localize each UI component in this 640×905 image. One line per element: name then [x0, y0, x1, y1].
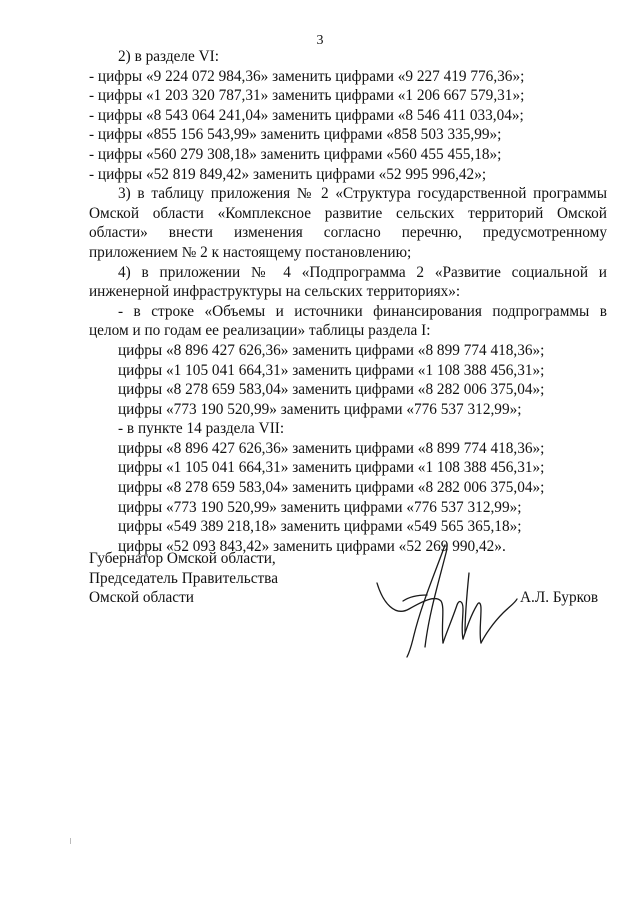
- signatory-title-line: Губернатор Омской области,: [89, 550, 276, 567]
- section-vi-line: - цифры «52 819 849,42» заменить цифрами «52 995 996,42»;: [89, 165, 487, 183]
- section-vi-line: - цифры «9 224 072 984,36» заменить цифрами «9 227 419 776,36»;: [89, 67, 525, 85]
- section-vi-line: - цифры «560 279 308,18» заменить цифрами «560 455 455,18»;: [89, 145, 502, 163]
- signatory-title-line: Омской области: [89, 589, 194, 607]
- item3-line: области» внести изменения согласно перечню, предусмотренному: [89, 224, 607, 242]
- signature-block: [89, 549, 607, 608]
- item4-sub2-item: цифры «1 105 041 664,31» заменить цифрами «1 108 388 456,31»;: [118, 459, 545, 477]
- item4-sub1-item: цифры «8 278 659 583,04» заменить цифрами «8 282 006 375,04»;: [118, 381, 545, 399]
- item3-line: 3) в таблицу приложения № 2 «Структура государственной программы: [118, 185, 607, 203]
- item3-line: Омской области «Комплексное развитие сельских территорий Омской: [89, 204, 607, 222]
- item4-sub2-item: цифры «8 896 427 626,36» заменить цифрами «8 899 774 418,36»;: [118, 439, 545, 457]
- section-vi-line: - цифры «1 203 320 787,31» заменить цифрами «1 206 667 579,31»;: [89, 87, 525, 105]
- section-vi-line: - цифры «8 543 064 241,04» заменить цифрами «8 546 411 033,04»;: [89, 106, 524, 124]
- item4-line: инженерной инфраструктуры на сельских территориях»:: [89, 283, 461, 301]
- item3-line: приложением № 2 к настоящему постановлению;: [89, 243, 412, 261]
- signatory-title-line: Председатель Правительства: [89, 569, 278, 587]
- section-vi-line: - цифры «855 156 543,99» заменить цифрами «858 503 335,99»;: [89, 126, 502, 144]
- item4-sub2-item: цифры «773 190 520,99» заменить цифрами «776 537 312,99»;: [118, 498, 522, 516]
- item4-sub2-item: цифры «8 278 659 583,04» заменить цифрами «8 282 006 375,04»;: [118, 479, 545, 497]
- item4-sub1-line: - в строке «Объемы и источники финансирования подпрограммы в: [118, 302, 607, 320]
- handwritten-signature: [369, 543, 519, 663]
- item4-line: 4) в приложении № 4 «Подпрограмма 2 «Развитие социальной и: [118, 263, 607, 281]
- item4-sub2-item: цифры «52 093 843,42» заменить цифрами «52 269 990,42».: [118, 537, 506, 555]
- item4-sub2-heading: - в пункте 14 раздела VII:: [118, 420, 285, 438]
- document-body: [89, 47, 607, 556]
- signatory-name: А.Л. Бурков: [520, 589, 599, 606]
- page-number: 3: [316, 33, 324, 48]
- margin-mark: [70, 838, 71, 844]
- item4-sub1-item: цифры «8 896 427 626,36» заменить цифрами «8 899 774 418,36»;: [118, 341, 545, 359]
- section-vi-heading: 2) в разделе VI:: [118, 48, 220, 65]
- item4-sub1-line: целом и по годам ее реализации» таблицы раздела I:: [89, 322, 431, 340]
- item4-sub1-item: цифры «773 190 520,99» заменить цифрами «776 537 312,99»;: [118, 400, 522, 418]
- item4-sub1-item: цифры «1 105 041 664,31» заменить цифрами «1 108 388 456,31»;: [118, 361, 545, 379]
- item4-sub2-item: цифры «549 389 218,18» заменить цифрами «549 565 365,18»;: [118, 518, 522, 536]
